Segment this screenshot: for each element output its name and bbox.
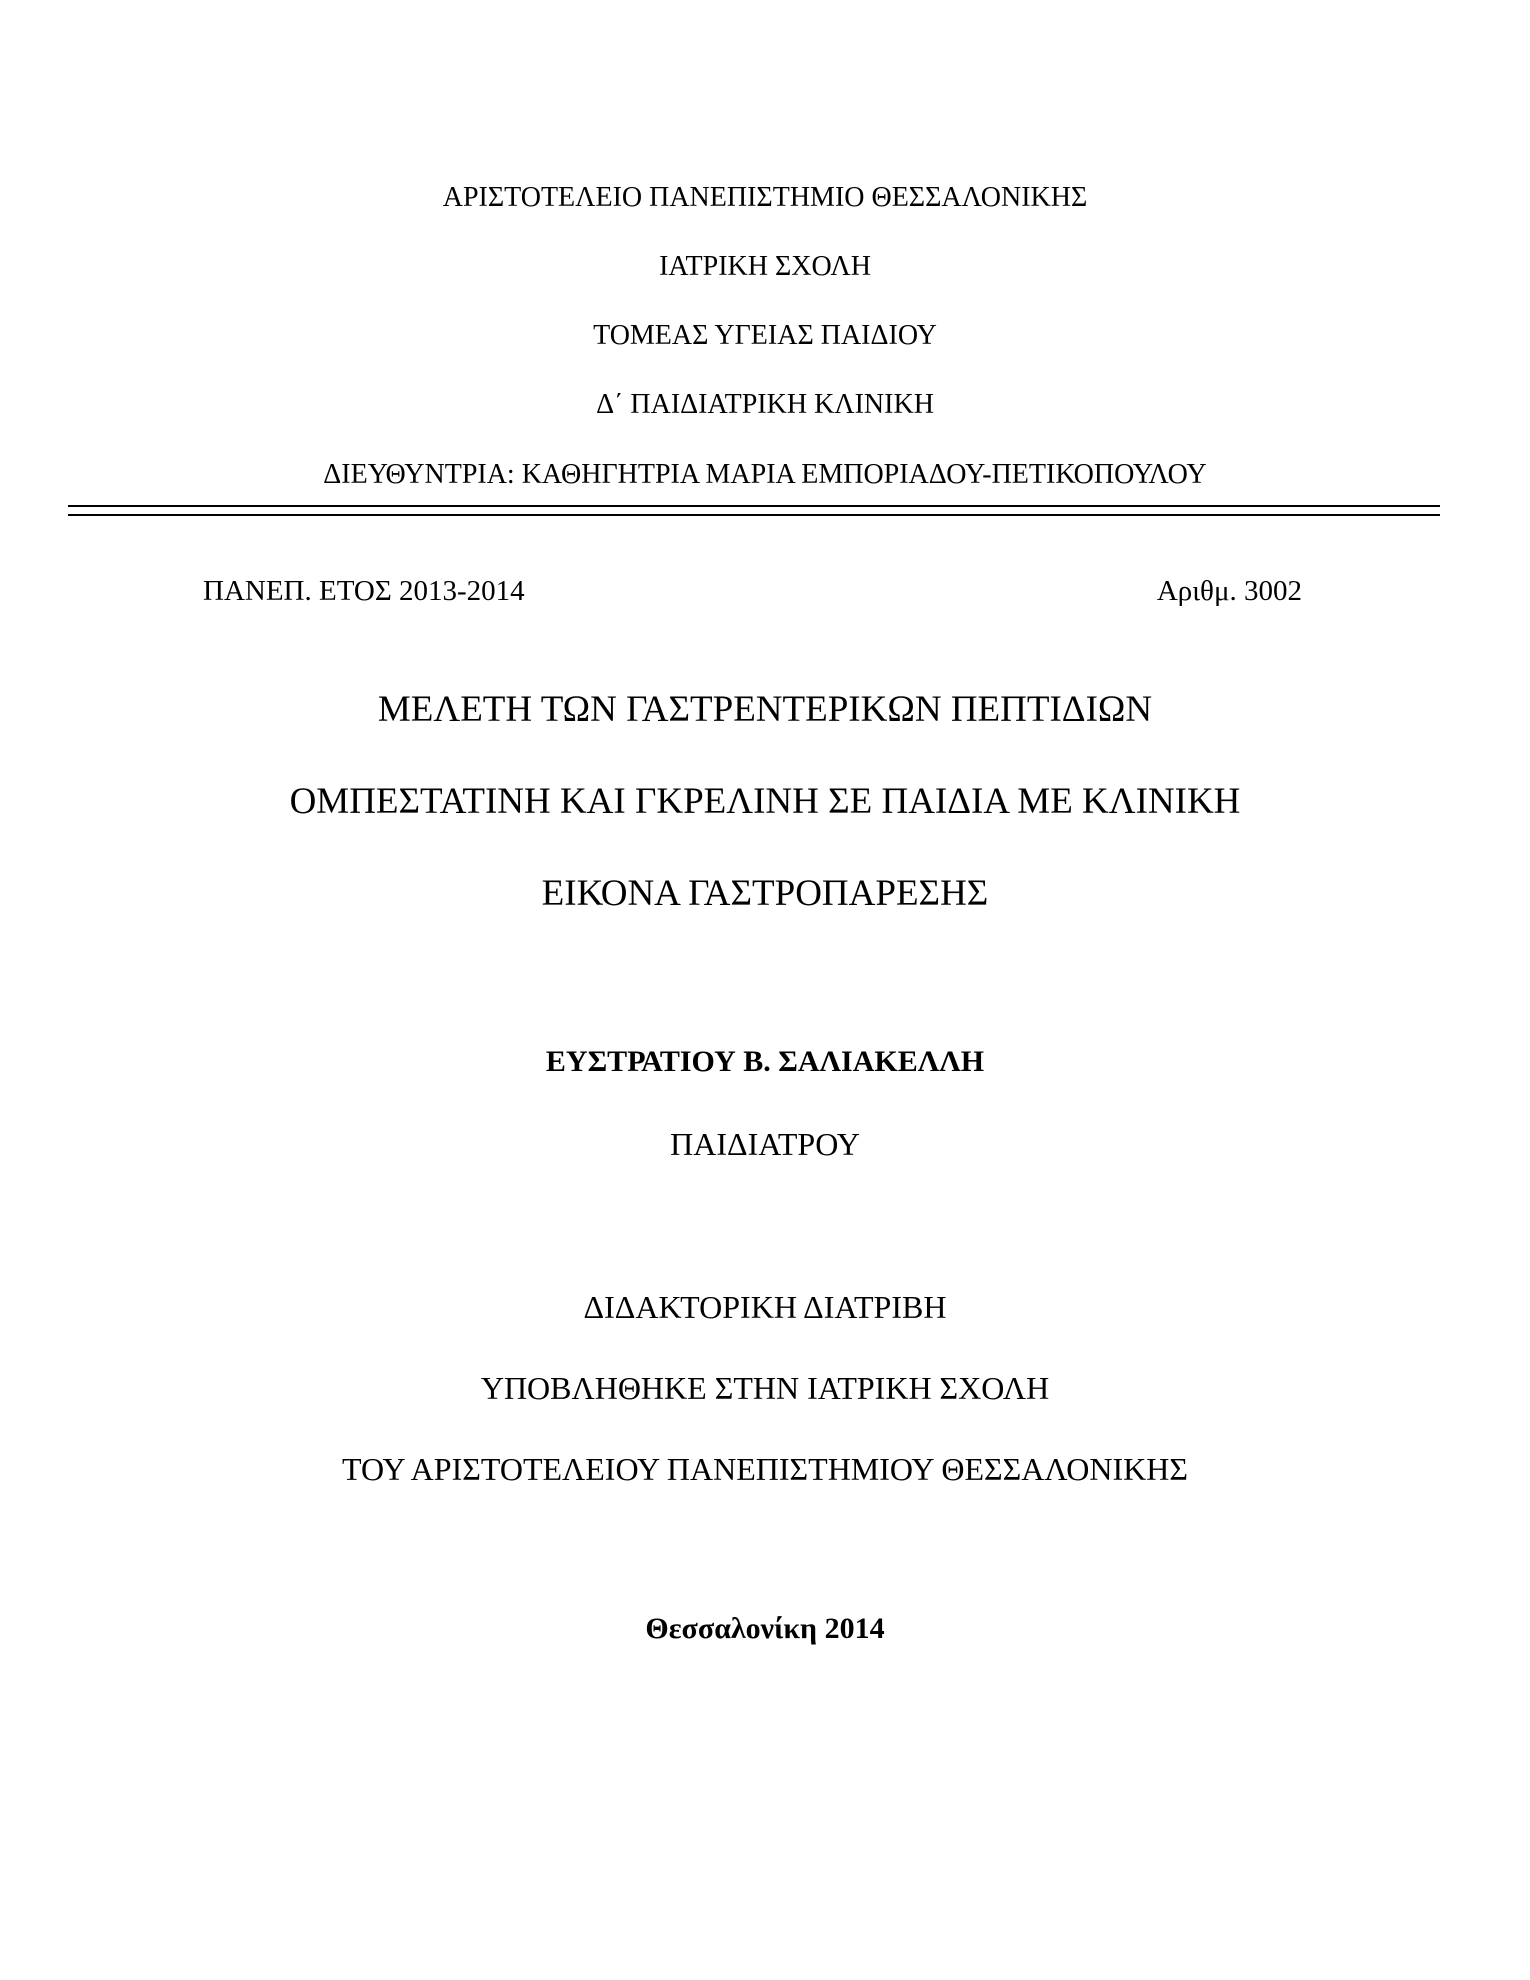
academic-year: ΠΑΝΕΠ. ΕΤΟΣ 2013-2014 <box>203 575 525 607</box>
author-name: ΕΥΣΤΡΑΤΙΟΥ Β. ΣΑΛΙΑΚΕΛΛΗ <box>545 1045 985 1078</box>
thesis-type: ΔΙΔΑΚΤΟΡΙΚΗ ΔΙΑΤΡΙΒΗ <box>583 1289 947 1325</box>
thesis-title-line-2: ΟΜΠΕΣΤΑΤΙΝΗ ΚΑΙ ΓΚΡΕΛΙΝΗ ΣΕ ΠΑΙΔΙΑ ΜΕ ΚΛΙΝΙΚΗ <box>289 781 1241 822</box>
thesis-title-line-3: ΕΙΚΟΝΑ ΓΑΣΤΡΟΠΑΡΕΣΗΣ <box>541 873 989 914</box>
author-profession: ΠΑΙΔΙΑΤΡΟΥ <box>670 1126 860 1162</box>
document-number: Αριθμ. 3002 <box>1156 575 1302 607</box>
university-genitive: ΤΟΥ ΑΡΙΣΤΟΤΕΛΕΙΟΥ ΠΑΝΕΠΙΣΤΗΜΙΟΥ ΘΕΣΣΑΛΟΝΙΚΗΣ <box>342 1451 1188 1487</box>
place-and-year: Θεσσαλονίκη 2014 <box>645 1612 885 1645</box>
header-divider-top <box>68 505 1440 507</box>
thesis-title-line-1: ΜΕΛΕΤΗ ΤΩΝ ΓΑΣΤΡΕΝΤΕΡΙΚΩΝ ΠΕΠΤΙΔΙΩΝ <box>377 689 1153 730</box>
clinic-name: Δ΄ ΠΑΙΔΙΑΤΡΙΚΗ ΚΛΙΝΙΚΗ <box>596 389 934 420</box>
director-line: ΔΙΕΥΘΥΝΤΡΙΑ: ΚΑΘΗΓΗΤΡΙΑ ΜΑΡΙΑ ΕΜΠΟΡΙΑΔΟΥ-ΠΕΤΙΚΟΠΟΥΛΟΥ <box>323 459 1207 490</box>
school-name: ΙΑΤΡΙΚΗ ΣΧΟΛΗ <box>659 251 871 282</box>
sector-name: ΤΟΜΕΑΣ ΥΓΕΙΑΣ ΠΑΙΔΙΟΥ <box>593 320 937 351</box>
university-name: ΑΡΙΣΤΟΤΕΛΕΙΟ ΠΑΝΕΠΙΣΤΗΜΙΟ ΘΕΣΣΑΛΟΝΙΚΗΣ <box>442 182 1088 213</box>
header-divider-bottom <box>68 514 1440 516</box>
submission-line: ΥΠΟΒΛΗΘΗΚΕ ΣΤΗΝ ΙΑΤΡΙΚΗ ΣΧΟΛΗ <box>480 1370 1050 1406</box>
